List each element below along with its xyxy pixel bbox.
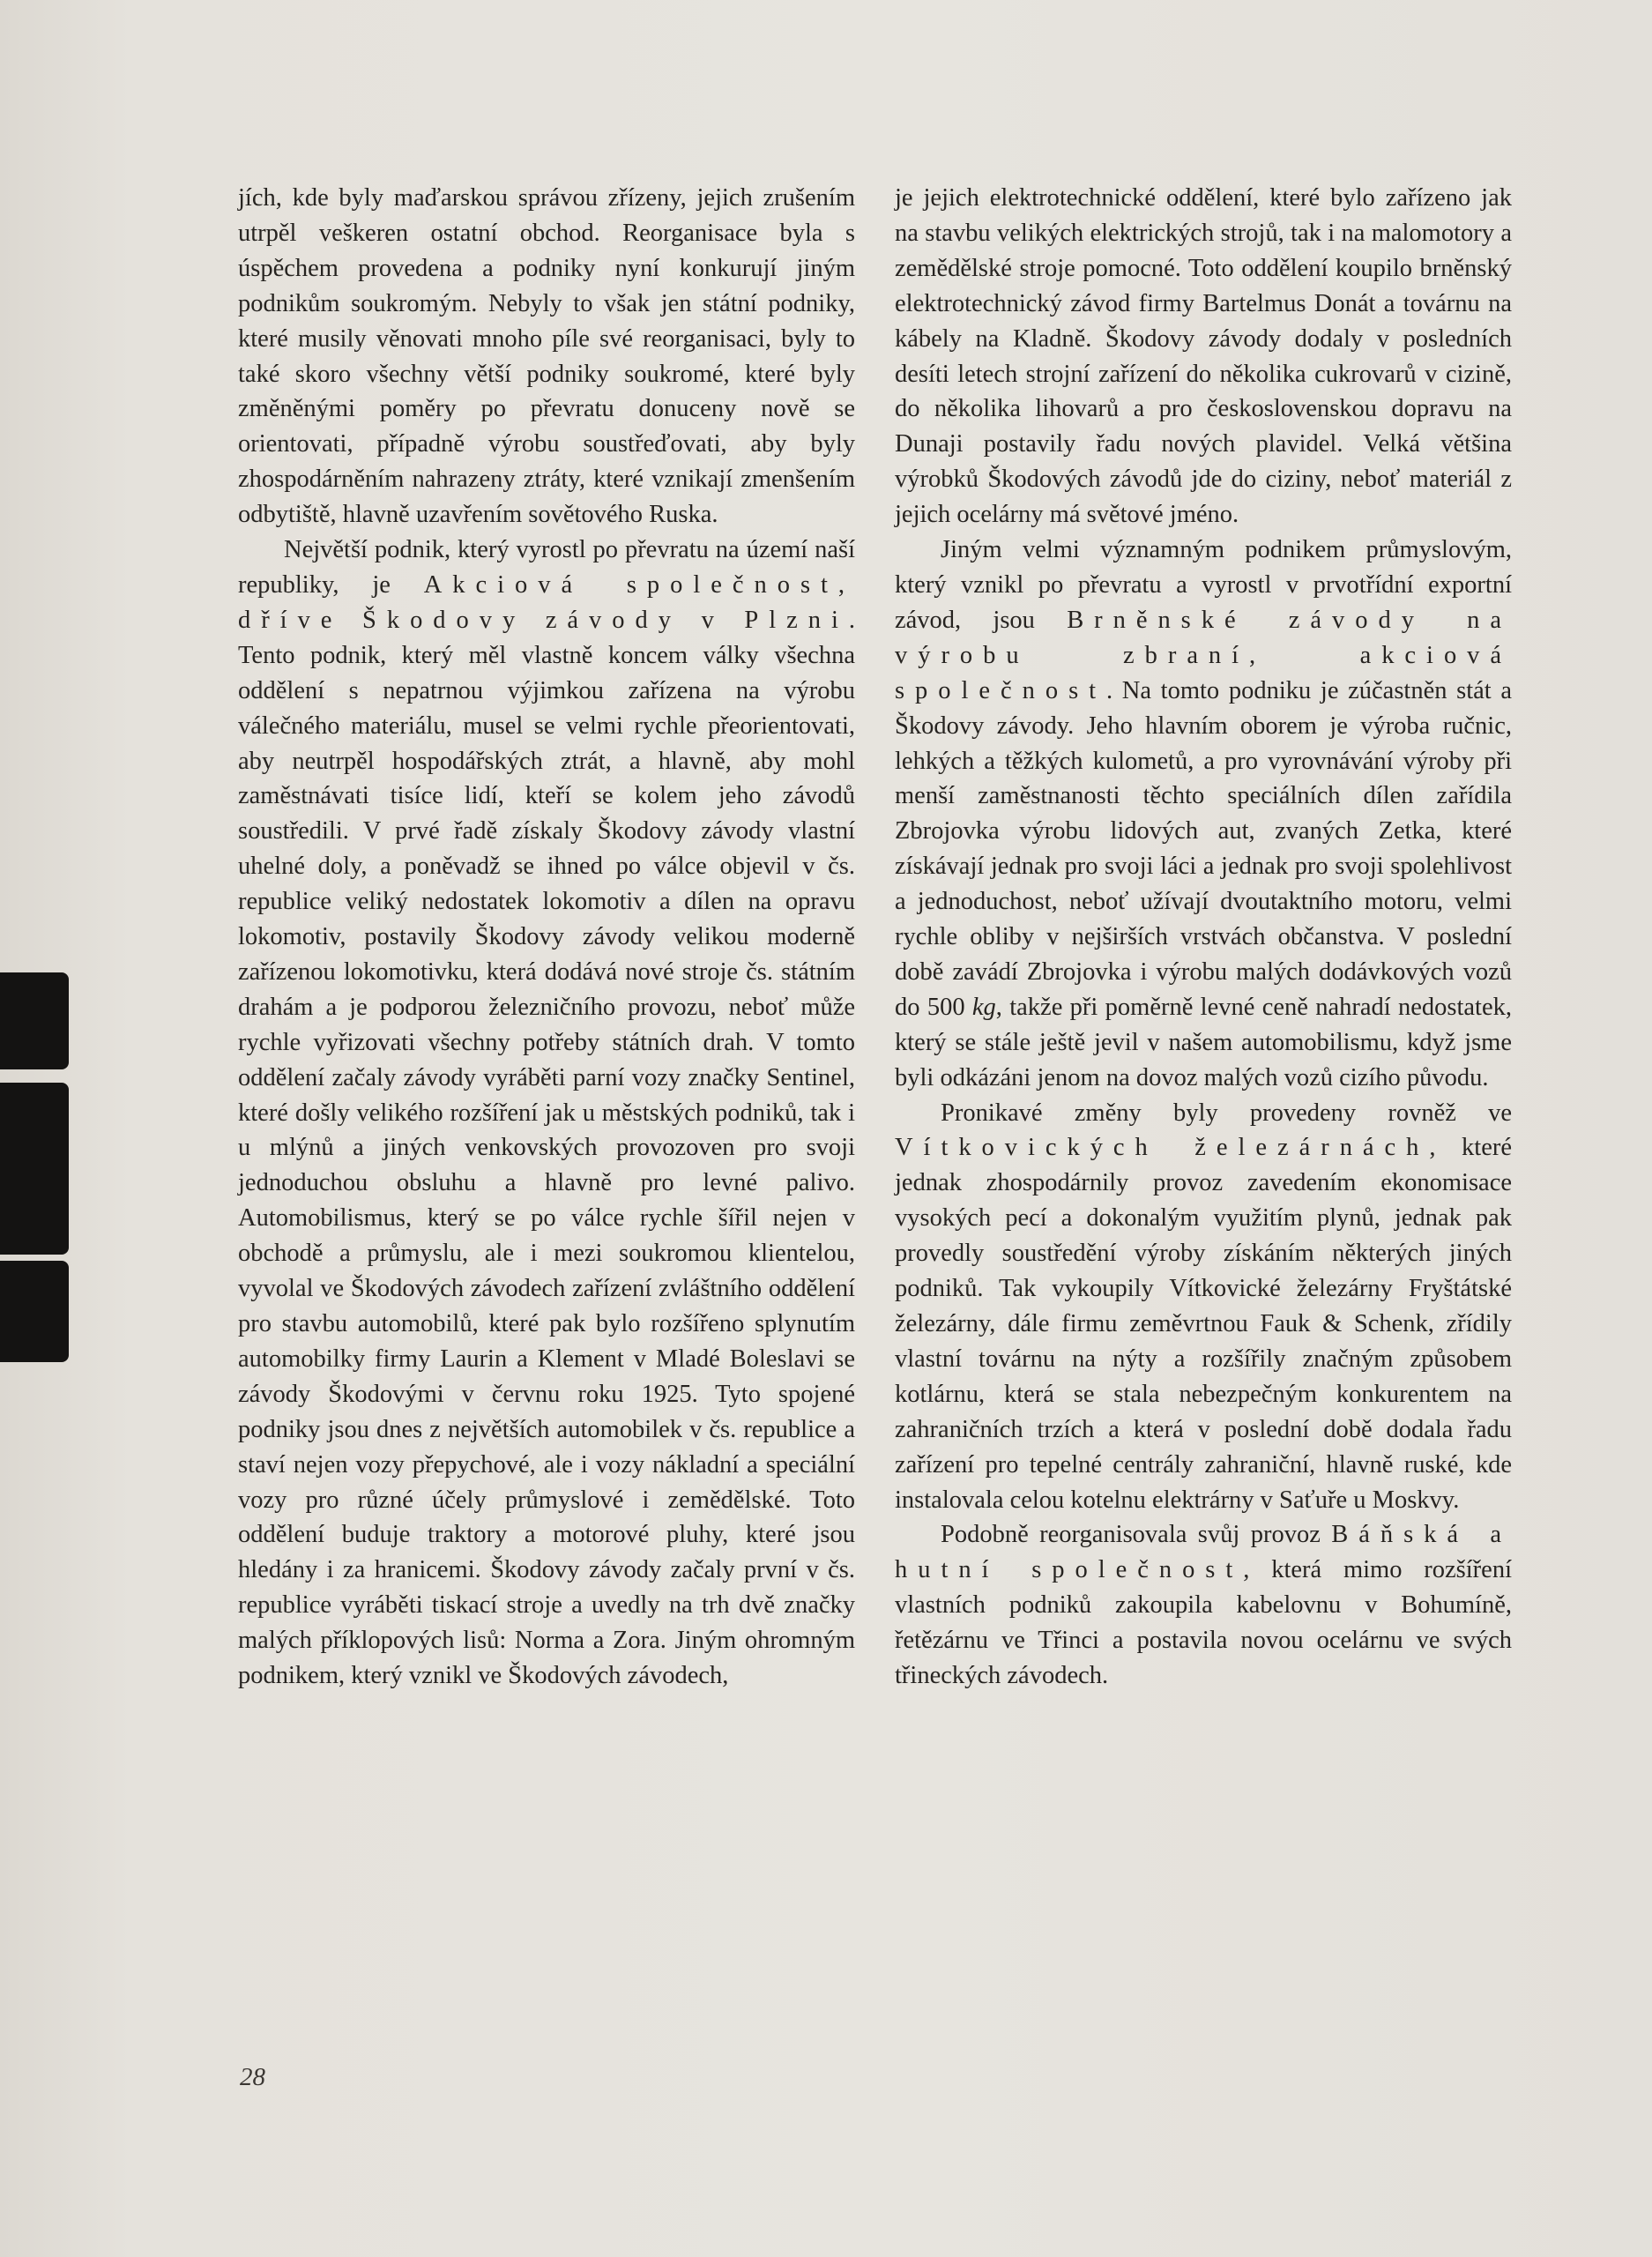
- paragraph-text: Jiným velmi významným podnikem průmyslovým, který vznikl po převratu a vyrostl v prvotřídní exportní závod, jsou: [895, 536, 1512, 634]
- company-name-spaced: Báňská a hutní společnost: [895, 1521, 1512, 1584]
- left-text-column: [238, 181, 855, 1694]
- paragraph: [895, 181, 1512, 533]
- paragraph-text: , která mimo rozšíření vlastních podniků zakoupila kabelovnu v Bohumíně, řetězárnu ve Třinci a postavila novou ocelárnu ve svých třineckých závodech.: [895, 1556, 1512, 1690]
- paragraph-text: Podobně reorganisovala svůj provoz: [941, 1521, 1332, 1549]
- binder-clip: [0, 1083, 69, 1255]
- paragraph-text: je jejich elektrotechnické oddělení, které bylo zařízeno jak na stavbu velikých elektrických strojů, tak i na malomotory a zemědělské stroje pomocné. Toto oddělení koupilo brněnský elektrotechnický závod firmy Bartelmus Donát a továrnu na kábely na Kladně. Škodovy závody dodaly v posledních desíti letech strojní zařízení do několika cukrovarů v cizině, do několika lihovarů a pro československou dopravu na Dunaji postavily řadu nových plavidel. Velká většina výrobků Škodových závodů jde do ciziny, neboť materiál z jejich ocelárny má světové jméno.: [895, 184, 1512, 529]
- company-name-spaced: Akciová společnost, dříve Škodovy závody v Plzni: [238, 570, 855, 634]
- page-number: 28: [240, 2063, 265, 2091]
- paragraph-text: Pronikavé změny byly provedeny rovněž ve: [941, 1099, 1512, 1127]
- paragraph: [895, 533, 1512, 1096]
- binder-clip: [0, 972, 69, 1069]
- company-name-spaced: Brněnské závody na výrobu zbraní, akciová společnost: [895, 606, 1512, 704]
- paragraph-text: . Na tomto podniku je zúčastněn stát a Škodovy závody. Jeho hlavním oborem je výroba ručnic, lehkých a těžkých kulometů, a pro vyrovnávání výroby při menší zaměstnanosti těchto speciálních dílen zařídila Zbrojovka výrobu lidových aut, zvaných Zetka, které získávají jednak pro svoji láci a jednak pro svoji spolehlivost a jednoduchost, neboť užívají dvoutaktního motoru, velmi rychle obliby v nejširších vrstvách občanstva. V poslední době zavádí Zbrojovka i výrobu malých dodávkových vozů do 500: [895, 676, 1512, 1021]
- paragraph-text: jích, kde byly maďarskou správou zřízeny, jejich zrušením utrpěl veškeren ostatní obchod. Reorganisace byla s úspěchem provedena a podniky nyní konkurují jiným podnikům soukromým. Nebyly to však jen státní podniky, které musily věnovati mnoho píle své reorganisaci, byly to také skoro všechny větší podniky soukromé, které byly změněnými poměry po převratu donuceny nově se orientovati, případně výrobu soustřeďovati, aby byly zhospodárněním nahrazeny ztráty, které vznikají zmenšením odbytiště, hlavně uzavřením sovětového Ruska.: [238, 184, 855, 529]
- paragraph-text: Největší podnik, který vyrostl po převratu na území naší republiky, je: [238, 536, 855, 599]
- paragraph: [895, 1096, 1512, 1518]
- unit-italic: kg: [971, 993, 996, 1021]
- paragraph-text: . Tento podnik, který měl vlastně koncem války všechna oddělení s nepatrnou výjimkou zařízena na výrobu válečného materiálu, musel se velmi rychle přeorientovati, aby neutrpěl hospodářských ztrát, a hlavně, aby mohl zaměstnávati tisíce lidí, kteří se kolem jeho závodů soustředili. V prvé řadě získaly Škodovy závody vlastní uhelné doly, a poněvadž se ihned po válce objevil v čs. republice veliký nedostatek lokomotiv a dílen na opravu lokomotiv, postavily Škodovy závody velikou moderně zařízenou lokomotivku, která dodává nové stroje čs. státním drahám a je podporou železničního provozu, neboť může rychle vyřizovati všechny potřeby státních drah. V tomto oddělení začaly závody vyráběti parní vozy značky Sentinel, které došly velikého rozšíření jak u městských podniků, tak i u mlýnů a jiných venkovských provozoven pro svoji jednoduchou obsluhu a hlavně pro levné palivo. Automobilismus, který se po válce rychle šířil nejen v obchodě a průmyslu, ale i mezi soukromou klientelou, vyvolal ve Škodových závodech zařízení zvláštního oddělení pro stavbu automobilů, které pak bylo rozšířeno splynutím automobilky firmy Laurin a Klement v Mladé Boleslavi se závody Škodovými v červnu roku 1925. Tyto spojené podniky jsou dnes z největších automobilek v čs. republice a staví nejen vozy přepychové, ale i vozy nákladní a speciální vozy pro různé účely průmyslové i zemědělské. Toto oddělení buduje traktory a motorové pluhy, které jsou hledány i za hranicemi. Škodovy závody začaly první v čs. republice vyráběti tiskací stroje a uvedly na trh dvě značky malých příklopových lisů: Norma a Zora. Jiným ohromným podnikem, který vznikl ve Škodových závodech,: [238, 606, 855, 1690]
- company-name-spaced: Vítkovických železárnách: [895, 1134, 1430, 1162]
- paragraph: [895, 1517, 1512, 1694]
- paragraph-text: , které jednak zhospodárnily provoz zavedením ekonomisace vysokých pecí a dokonalým využitím plynů, jednak pak provedly soustředění výroby získáním některých jiných podniků. Tak vykoupily Vítkovické železárny Fryštátské železárny, dále firmu zeměvrtnou Fauk & Schenk, zřídily vlastní továrnu na nýty a rozšířily značným způsobem kotlárnu, která se stala nebezpečným konkurentem na zahraničních trzích a která v poslední době dodala řadu zařízení pro tepelné centrály zahraniční, hlavně ruské, kde instalovala celou kotelnu elektrárny v Saťuře u Moskvy.: [895, 1134, 1512, 1514]
- right-text-column: [895, 181, 1512, 1694]
- paragraph: [238, 533, 855, 1694]
- paragraph: [238, 181, 855, 533]
- binder-clip: [0, 1261, 69, 1362]
- paragraph-text: , takže při poměrně levné ceně nahradí nedostatek, který se stále ještě jevil v našem automobilismu, když jsme byli odkázáni jenom na dovoz malých vozů cizího původu.: [895, 993, 1512, 1091]
